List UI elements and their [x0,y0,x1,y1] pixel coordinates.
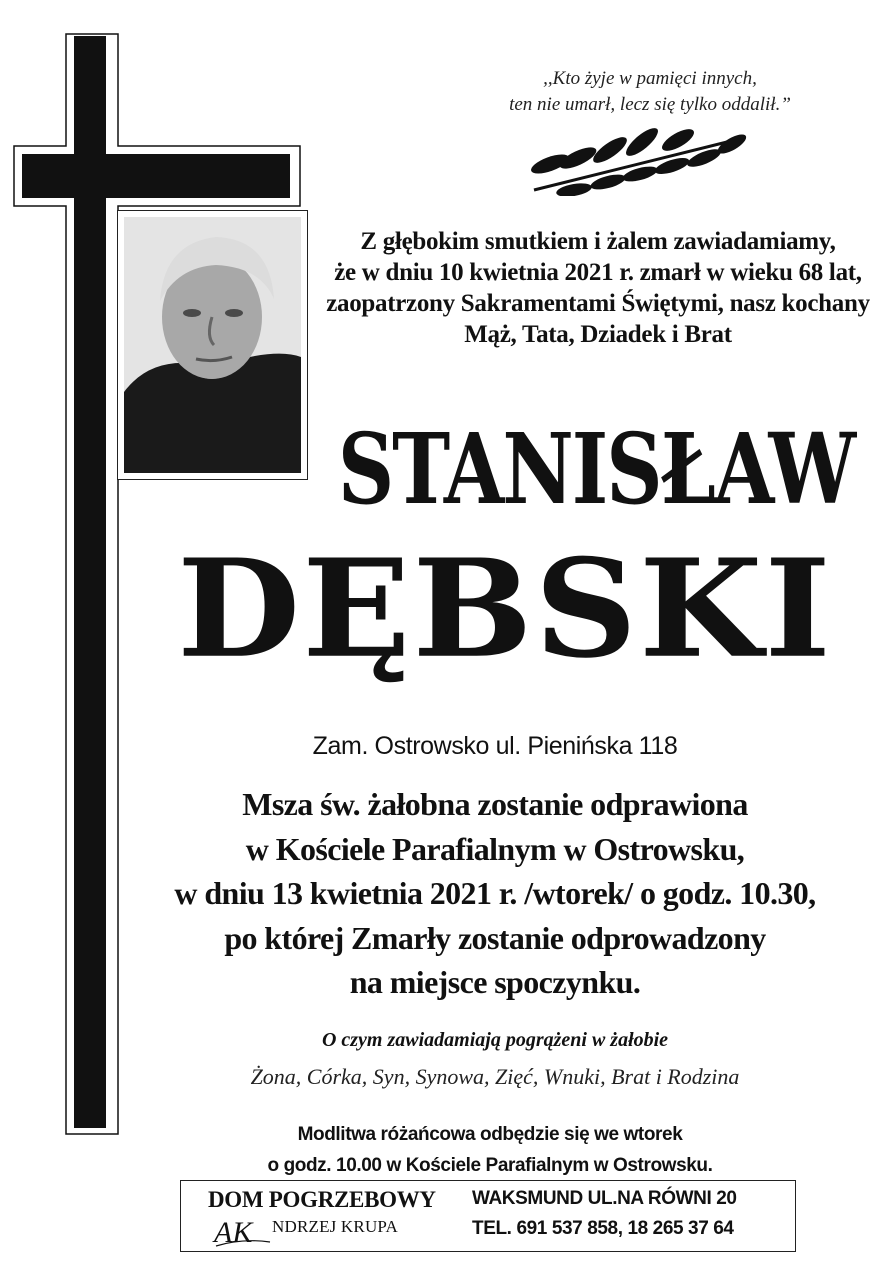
funeral-home-address: WAKSMUND UL.NA RÓWNI 20 [472,1188,737,1209]
funeral-home-logo [212,1212,274,1250]
mass-line: na miejsce spoczynku. [349,964,641,1000]
mourners-family: Żona, Córka, Syn, Synowa, Zięć, Wnuki, Brat i Rodzina [250,1064,740,1089]
mass-line: w dniu 13 kwietnia 2021 r. /wtorek/ o godz. 10.30, [174,875,816,911]
portrait-photo [124,217,301,473]
logo-text: AK [214,1216,253,1249]
rosary-line: Modlitwa różańcowa odbędzie się we wtorek [297,1124,683,1145]
quote [440,66,860,118]
deceased-surname: DĘBSKI [177,530,833,689]
laurel-branch-icon [528,128,750,196]
quote-line-1: ,,Kto żyje w pamięci innych, [543,68,757,89]
intro-line: że w dniu 10 kwietnia 2021 r. zmarł w wieku 68 lat, [334,259,862,286]
mass-line: Msza św. żałobna zostanie odprawiona [242,786,748,822]
mass-line: w Kościele Parafialnym w Ostrowsku, [245,830,745,867]
intro-line: zaopatrzony Sakramentami Świętymi, nasz kochany [326,290,870,317]
intro-line: Z głębokim smutkiem i żalem zawiadamiamy, [360,228,836,255]
rosary-line: o godz. 10.00 w Kościele Parafialnym w Ostrowsku. [267,1155,713,1176]
rosary-info [150,1119,830,1181]
deceased-first-name: STANISŁAW [337,413,855,527]
deceased-address: Zam. Ostrowsko ul. Pienińska 118 [312,732,678,760]
quote-line-2: ten nie umarł, lecz się tylko oddalił.” [509,94,791,115]
mass-line: po której Zmarły zostanie odprowadzony [224,919,766,956]
funeral-home-name: DOM POGRZEBOWY [208,1187,436,1212]
funeral-home-phone: TEL. 691 537 858, 18 265 37 64 [472,1218,734,1239]
intro-line: Mąż, Tata, Dziadek i Brat [464,321,732,348]
announcement-intro [318,226,878,350]
funeral-mass-info [140,782,850,1005]
funeral-home-owner: NDRZEJ KRUPA [272,1217,398,1236]
mourners-heading: O czym zawiadamiają pogrążeni w żałobie [321,1029,669,1051]
